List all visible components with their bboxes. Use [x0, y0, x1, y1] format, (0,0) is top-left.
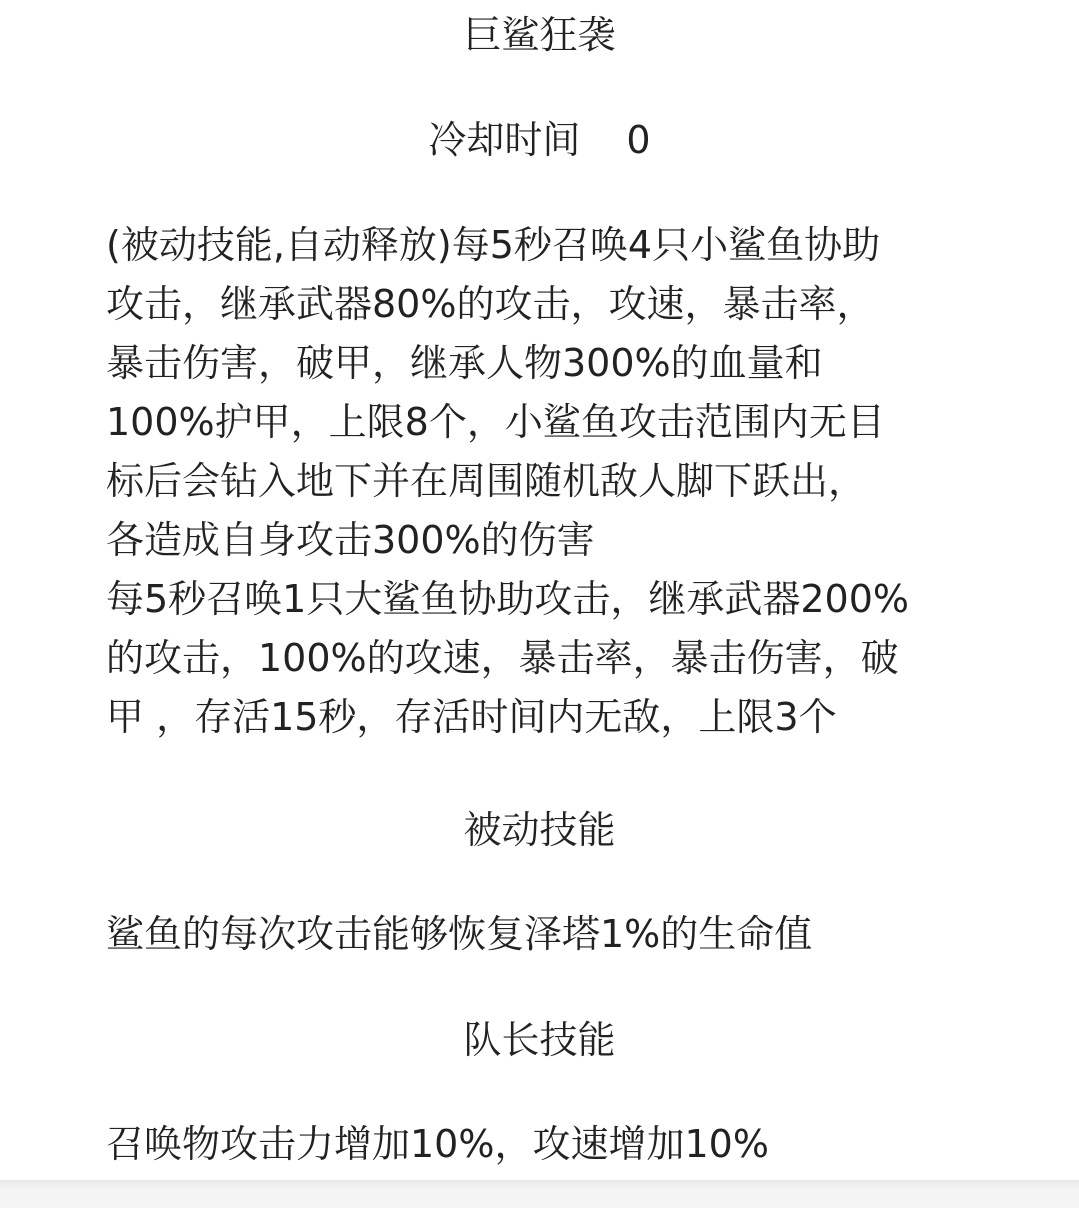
passive-text: 鲨鱼的每次攻击能够恢复泽塔1%的生命值	[106, 912, 813, 956]
description-line: 标后会钻入地下并在周围随机敌人脚下跃出，	[106, 459, 867, 503]
captain-heading: 队长技能	[463, 1018, 616, 1062]
description-line: 各造成自身攻击300%的伤害	[106, 518, 595, 562]
description-line: 每5秒召唤1只大鲨鱼协助攻击，继承武器200%	[106, 577, 909, 621]
skill-title: 巨鲨狂袭	[463, 13, 616, 57]
bottom-divider	[0, 1180, 1079, 1208]
description-line: 100%护甲，上限8个，小鲨鱼攻击范围内无目	[106, 400, 885, 444]
captain-text: 召唤物攻击力增加10%，攻速增加10%	[106, 1122, 769, 1166]
description-line: 甲 ，存活15秒，存活时间内无敌，上限3个	[106, 695, 837, 739]
description-line: 的攻击，100%的攻速，暴击率，暴击伤害，破	[106, 636, 899, 680]
cooldown-row	[0, 115, 1079, 165]
skill-description	[106, 216, 976, 747]
passive-heading: 被动技能	[463, 808, 616, 852]
description-line: (被动技能,自动释放)每5秒召唤4只小鲨鱼协助	[106, 223, 881, 267]
description-line: 攻击，继承武器80%的攻击，攻速，暴击率，	[106, 282, 875, 326]
description-line: 暴击伤害，破甲，继承人物300%的血量和	[106, 341, 823, 385]
cooldown-value: 0	[626, 118, 651, 162]
cooldown-label: 冷却时间	[428, 118, 581, 162]
